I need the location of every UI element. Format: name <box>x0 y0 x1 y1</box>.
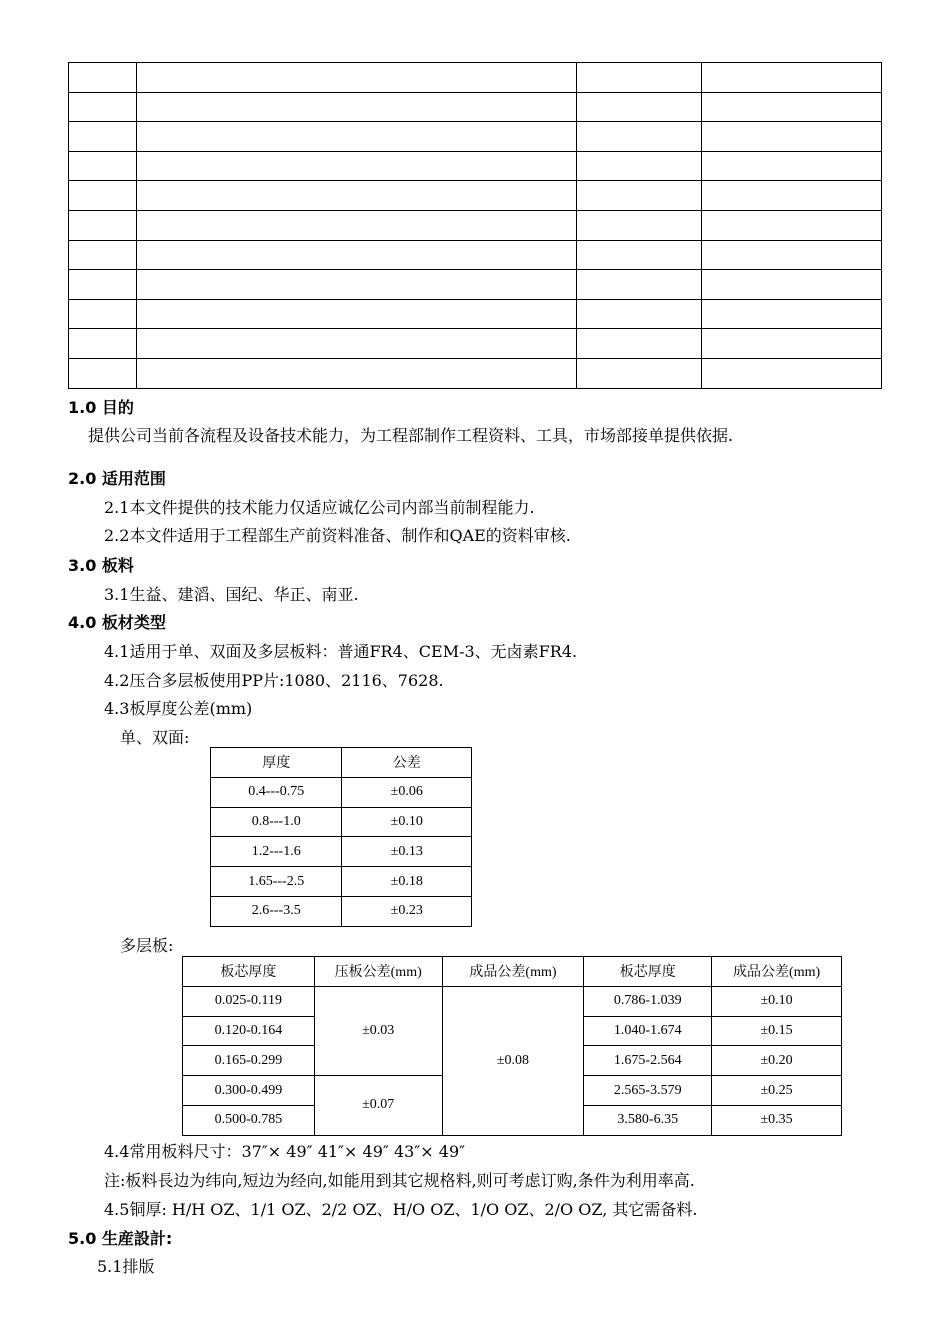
table-row <box>211 777 472 807</box>
blank-cell <box>69 122 137 152</box>
multilayer-label: 多层板: <box>120 936 174 955</box>
section-4-item-3: 4.3板厚度公差(mm) <box>104 699 253 718</box>
blank-cell <box>577 358 702 388</box>
blank-table-row <box>69 358 882 388</box>
core-thickness-cell: 0.120-0.164 <box>183 1016 315 1046</box>
multilayer-tolerance-table <box>182 956 842 1136</box>
press-tolerance-cell: ±0.07 <box>314 1076 442 1136</box>
blank-cell <box>69 151 137 181</box>
section-1-body: 提供公司当前各流程及设备技术能力，为工程部制作工程资料、工具，市场部接单提供依据. <box>88 426 734 445</box>
blank-cell <box>69 181 137 211</box>
blank-cell <box>136 240 576 270</box>
core-thickness-cell: 0.165-0.299 <box>183 1046 315 1076</box>
section-4-item-1: 4.1适用于单、双面及多层板料：普通FR4、CEM-3、无卤素FR4. <box>104 642 578 661</box>
core-thickness-cell: 3.580-6.35 <box>584 1105 712 1135</box>
blank-cell <box>702 63 882 93</box>
press-tolerance-cell: ±0.03 <box>314 986 442 1075</box>
blank-cell <box>702 358 882 388</box>
tolerance-cell: ±0.13 <box>342 837 472 867</box>
table-row <box>183 986 842 1016</box>
blank-cell <box>577 299 702 329</box>
section-2-item-2: 2.2本文件适用于工程部生产前资料准备、制作和QAE的资料审核. <box>104 526 571 545</box>
section-5-item-1: 5.1排版 <box>97 1257 155 1276</box>
column-header: 厚度 <box>211 748 342 778</box>
blank-cell <box>702 329 882 359</box>
table-header-row <box>183 957 842 987</box>
blank-table-row <box>69 240 882 270</box>
thickness-cell: 1.65---2.5 <box>211 867 342 897</box>
core-thickness-cell: 0.025-0.119 <box>183 986 315 1016</box>
section-4-item-4: 4.4常用板料尺寸：37″× 49″ 41″× 49″ 43″× 49″ <box>104 1142 466 1161</box>
blank-cell <box>702 181 882 211</box>
blank-table-row <box>69 151 882 181</box>
blank-cell <box>577 122 702 152</box>
tolerance-cell: ±0.10 <box>342 807 472 837</box>
thickness-cell: 2.6---3.5 <box>211 896 342 926</box>
final-tolerance-cell: ±0.35 <box>712 1105 842 1135</box>
blank-table-row <box>69 122 882 152</box>
blank-cell <box>702 92 882 122</box>
blank-table-row <box>69 63 882 93</box>
blank-cell <box>136 299 576 329</box>
blank-cell <box>69 329 137 359</box>
single-double-tolerance-table <box>210 747 472 927</box>
blank-table-row <box>69 92 882 122</box>
blank-cell <box>69 63 137 93</box>
section-2-heading: 2.0 适用范围 <box>68 469 166 488</box>
blank-cell <box>136 270 576 300</box>
blank-cell <box>136 63 576 93</box>
final-tolerance-cell: ±0.25 <box>712 1076 842 1106</box>
column-header: 压板公差(mm) <box>314 957 442 987</box>
core-thickness-cell: 1.675-2.564 <box>584 1046 712 1076</box>
core-thickness-cell: 0.786-1.039 <box>584 986 712 1016</box>
blank-cell <box>577 329 702 359</box>
single-double-label: 单、双面: <box>120 728 190 747</box>
blank-cell <box>69 240 137 270</box>
blank-cell <box>577 92 702 122</box>
blank-table-row <box>69 329 882 359</box>
core-thickness-cell: 0.300-0.499 <box>183 1076 315 1106</box>
core-thickness-cell: 0.500-0.785 <box>183 1105 315 1135</box>
blank-cell <box>136 92 576 122</box>
blank-cell <box>577 151 702 181</box>
table-row <box>211 837 472 867</box>
tolerance-cell: ±0.06 <box>342 777 472 807</box>
table-header-row <box>211 748 472 778</box>
blank-cell <box>69 92 137 122</box>
tolerance-cell: ±0.23 <box>342 896 472 926</box>
section-3-heading: 3.0 板料 <box>68 556 134 575</box>
blank-cell <box>702 240 882 270</box>
section-2-item-1: 2.1本文件提供的技术能力仅适应诚亿公司内部当前制程能力. <box>104 498 535 517</box>
table-row <box>211 867 472 897</box>
blank-table-row <box>69 270 882 300</box>
core-thickness-cell: 1.040-1.674 <box>584 1016 712 1046</box>
column-header: 成品公差(mm) <box>712 957 842 987</box>
blank-cell <box>136 329 576 359</box>
section-4-heading: 4.0 板材类型 <box>68 613 166 632</box>
thickness-cell: 0.4---0.75 <box>211 777 342 807</box>
section-4-item-5: 4.5铜厚: H/H OZ、1/1 OZ、2/2 OZ、H/O OZ、1/O OZ、2/O OZ, 其它需备料. <box>104 1200 698 1219</box>
final-tolerance-cell: ±0.08 <box>442 986 584 1135</box>
blank-cell <box>702 151 882 181</box>
blank-table-row <box>69 210 882 240</box>
blank-cell <box>136 122 576 152</box>
column-header: 公差 <box>342 748 472 778</box>
thickness-cell: 1.2---1.6 <box>211 837 342 867</box>
section-4-item-2: 4.2压合多层板使用PP片:1080、2116、7628. <box>104 671 444 690</box>
blank-cell <box>702 210 882 240</box>
blank-cell <box>136 151 576 181</box>
blank-cell <box>69 210 137 240</box>
column-header: 板芯厚度 <box>584 957 712 987</box>
blank-cell <box>136 210 576 240</box>
blank-cell <box>577 181 702 211</box>
blank-cell <box>702 122 882 152</box>
blank-cell <box>136 358 576 388</box>
blank-cell <box>702 270 882 300</box>
final-tolerance-cell: ±0.10 <box>712 986 842 1016</box>
blank-cell <box>136 181 576 211</box>
blank-table-row <box>69 181 882 211</box>
board-direction-note: 注:板料長边为纬向,短边为经向,如能用到其它规格料,则可考虑订购,条件为利用率高. <box>104 1171 695 1190</box>
thickness-cell: 0.8---1.0 <box>211 807 342 837</box>
table-row <box>211 807 472 837</box>
blank-cell <box>577 63 702 93</box>
blank-cell <box>702 299 882 329</box>
final-tolerance-cell: ±0.20 <box>712 1046 842 1076</box>
section-3-item-1: 3.1生益、建滔、国纪、华正、南亚. <box>104 585 359 604</box>
tolerance-cell: ±0.18 <box>342 867 472 897</box>
section-5-heading: 5.0 生産設計: <box>68 1229 173 1248</box>
section-1-heading: 1.0 目的 <box>68 398 134 417</box>
blank-table-row <box>69 299 882 329</box>
blank-cell <box>69 358 137 388</box>
blank-cell <box>577 210 702 240</box>
final-tolerance-cell: ±0.15 <box>712 1016 842 1046</box>
blank-header-table <box>68 62 882 389</box>
blank-cell <box>577 240 702 270</box>
column-header: 板芯厚度 <box>183 957 315 987</box>
blank-cell <box>577 270 702 300</box>
table-row <box>211 896 472 926</box>
blank-cell <box>69 299 137 329</box>
core-thickness-cell: 2.565-3.579 <box>584 1076 712 1106</box>
column-header: 成品公差(mm) <box>442 957 584 987</box>
blank-cell <box>69 270 137 300</box>
